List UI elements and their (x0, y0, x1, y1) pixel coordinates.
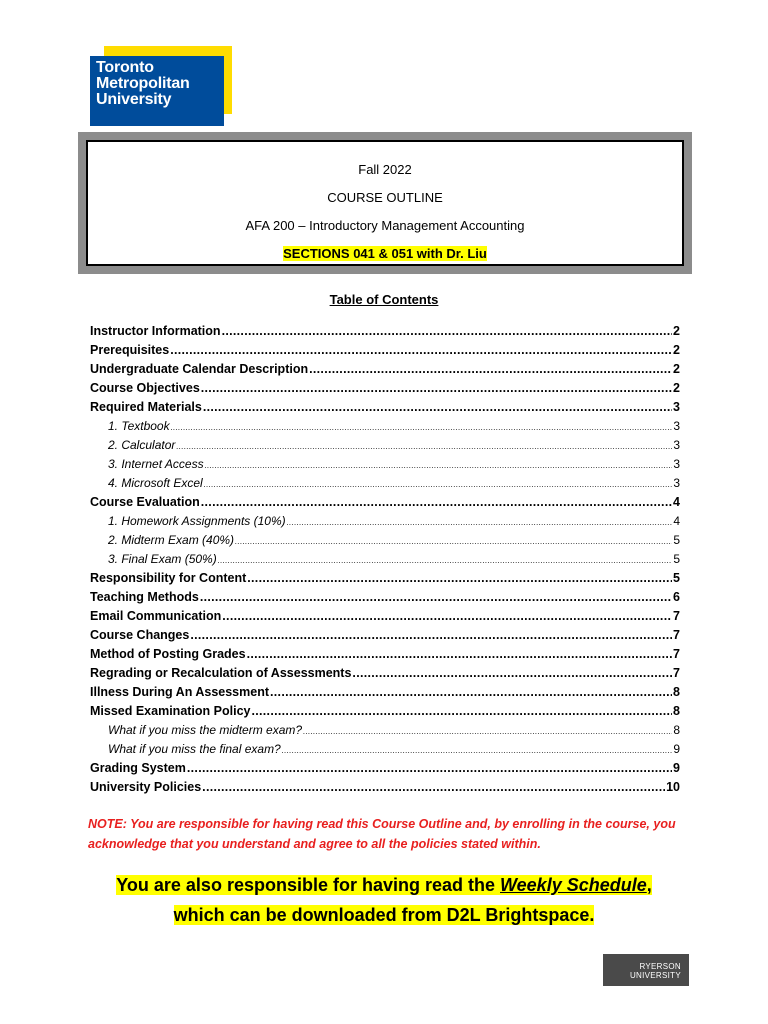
toc-entry[interactable] (90, 419, 680, 438)
ryerson-logo-line-1: RYERSON (639, 962, 681, 971)
toc-entry[interactable] (90, 381, 680, 400)
toc-entry-label: 2. Calculator (108, 438, 176, 452)
toc-entry-page: 9 (673, 761, 680, 775)
toc-entry[interactable] (90, 647, 680, 666)
toc-entry[interactable] (90, 457, 680, 476)
toc-entry-label: Course Changes (90, 628, 190, 642)
toc-entry-label: 2. Midterm Exam (40%) (108, 533, 235, 547)
toc-leader-dots (204, 480, 673, 489)
toc-leader-dots (303, 727, 672, 736)
toc-leader-dots (176, 442, 672, 451)
toc-entry[interactable] (90, 438, 680, 457)
toc-entry[interactable] (90, 628, 680, 647)
toc-entry-page: 5 (673, 552, 680, 566)
toc-entry-page: 3 (673, 457, 680, 471)
toc-leader-dots (282, 746, 673, 755)
toc-entry-page: 7 (673, 666, 680, 680)
toc-entry-page: 2 (673, 362, 680, 376)
toc-entry-label: Responsibility for Content (90, 571, 247, 585)
toc-entry-page: 3 (673, 419, 680, 433)
title-frame (78, 132, 692, 274)
toc-entry[interactable] (90, 495, 680, 514)
toc-entry-label: What if you miss the midterm exam? (108, 723, 303, 737)
toc-entry-page: 7 (673, 628, 680, 642)
toc-entry-page: 3 (673, 476, 680, 490)
toc-entry[interactable] (90, 704, 680, 723)
toc-entry[interactable] (90, 723, 680, 742)
reminder-line-1 (116, 875, 652, 895)
toc-entry[interactable] (90, 590, 680, 609)
weekly-schedule-reminder (0, 870, 768, 930)
toc-entry-page: 7 (673, 647, 680, 661)
toc-leader-dots (201, 495, 672, 509)
toc-entry-label: 3. Final Exam (50%) (108, 552, 217, 566)
toc-entry-page: 8 (673, 685, 680, 699)
reminder-before: You are also responsible for having read the (116, 875, 500, 895)
toc-entry-label: 1. Homework Assignments (10%) (108, 514, 286, 528)
toc-entry-page: 5 (673, 571, 680, 585)
toc-entry-page: 8 (673, 704, 680, 718)
toc-entry[interactable] (90, 400, 680, 419)
toc-leader-dots (201, 381, 672, 395)
toc-entry-label: Regrading or Recalculation of Assessments (90, 666, 352, 680)
toc-entry[interactable] (90, 685, 680, 704)
toc-leader-dots (200, 590, 672, 604)
toc-entry[interactable] (90, 571, 680, 590)
toc-entry[interactable] (90, 666, 680, 685)
toc-leader-dots (222, 324, 672, 338)
ryerson-logo (603, 954, 689, 986)
toc-leader-dots (203, 400, 672, 414)
reminder-after: , (646, 875, 652, 895)
toc-entry-page: 8 (673, 723, 680, 737)
sections-label: SECTIONS 041 & 051 with Dr. Liu (283, 246, 487, 261)
ryerson-logo-line-2: UNIVERSITY (629, 971, 681, 980)
toc-entry[interactable] (90, 552, 680, 571)
toc-entry[interactable] (90, 362, 680, 381)
toc-leader-dots (247, 647, 672, 661)
toc-entry-label: Prerequisites (90, 343, 170, 357)
doc-type-label: COURSE OUTLINE (327, 190, 443, 205)
toc-entry-label: Illness During An Assessment (90, 685, 269, 699)
toc-entry-label: Course Objectives (90, 381, 200, 395)
toc-entry-page: 2 (673, 343, 680, 357)
logo-line-1: Toronto (96, 59, 154, 76)
toc-entry[interactable] (90, 514, 680, 533)
toc-entry-label: Grading System (90, 761, 186, 775)
toc-entry[interactable] (90, 742, 680, 761)
toc-entry-label: Teaching Methods (90, 590, 199, 604)
term-label: Fall 2022 (358, 162, 412, 177)
toc-leader-dots (190, 628, 672, 642)
toc-entry-label: Undergraduate Calendar Description (90, 362, 309, 376)
logo-line-3: University (96, 91, 172, 108)
toc-leader-dots (309, 362, 672, 376)
toc-entry-page: 7 (673, 609, 680, 623)
toc-leader-dots (205, 461, 673, 470)
toc-entry[interactable] (90, 533, 680, 552)
table-of-contents (90, 324, 680, 799)
sections-line (88, 246, 682, 261)
toc-entry[interactable] (90, 761, 680, 780)
toc-entry-label: What if you miss the final exam? (108, 742, 281, 756)
toc-leader-dots (171, 423, 673, 432)
toc-entry-label: 1. Textbook (108, 419, 170, 433)
toc-entry[interactable] (90, 324, 680, 343)
toc-leader-dots (352, 666, 672, 680)
toc-entry[interactable] (90, 780, 680, 799)
toc-entry-page: 2 (673, 381, 680, 395)
logo-text (96, 60, 190, 108)
toc-entry-label: Required Materials (90, 400, 202, 414)
toc-leader-dots (287, 518, 673, 527)
toc-leader-dots (235, 537, 672, 546)
toc-entry-label: Email Communication (90, 609, 222, 623)
title-box (86, 140, 684, 266)
toc-entry-page: 9 (673, 742, 680, 756)
toc-entry-label: 3. Internet Access (108, 457, 204, 471)
toc-entry-page: 10 (666, 780, 680, 794)
toc-entry-label: Missed Examination Policy (90, 704, 251, 718)
toc-leader-dots (218, 556, 673, 565)
toc-entry-page: 5 (673, 533, 680, 547)
toc-entry[interactable] (90, 609, 680, 628)
toc-leader-dots (222, 609, 672, 623)
logo-line-2: Metropolitan (96, 75, 190, 92)
toc-entry[interactable] (90, 476, 680, 495)
toc-entry[interactable] (90, 343, 680, 362)
toc-entry-label: 4. Microsoft Excel (108, 476, 203, 490)
toc-entry-label: University Policies (90, 780, 202, 794)
toc-entry-page: 3 (673, 438, 680, 452)
toc-entry-label: Method of Posting Grades (90, 647, 246, 661)
university-logo (90, 46, 232, 126)
toc-leader-dots (251, 704, 672, 718)
toc-leader-dots (202, 780, 665, 794)
course-title: AFA 200 – Introductory Management Accounting (245, 218, 525, 233)
toc-entry-label: Instructor Information (90, 324, 221, 338)
toc-leader-dots (187, 761, 672, 775)
toc-entry-label: Course Evaluation (90, 495, 200, 509)
toc-leader-dots (270, 685, 672, 699)
toc-entry-page: 4 (673, 495, 680, 509)
reminder-line-2: which can be downloaded from D2L Brightspace. (173, 905, 595, 925)
toc-title: Table of Contents (329, 292, 439, 307)
toc-entry-page: 4 (673, 514, 680, 528)
toc-entry-page: 3 (673, 400, 680, 414)
responsibility-note: NOTE: You are responsible for having read this Course Outline and, by enrolling in the course, you acknowledge that you understand and agree to all the policies stated within. (88, 817, 676, 851)
weekly-schedule-link[interactable]: Weekly Schedule (500, 875, 647, 895)
toc-leader-dots (170, 343, 672, 357)
toc-leader-dots (247, 571, 672, 585)
toc-entry-page: 6 (673, 590, 680, 604)
toc-entry-page: 2 (673, 324, 680, 338)
